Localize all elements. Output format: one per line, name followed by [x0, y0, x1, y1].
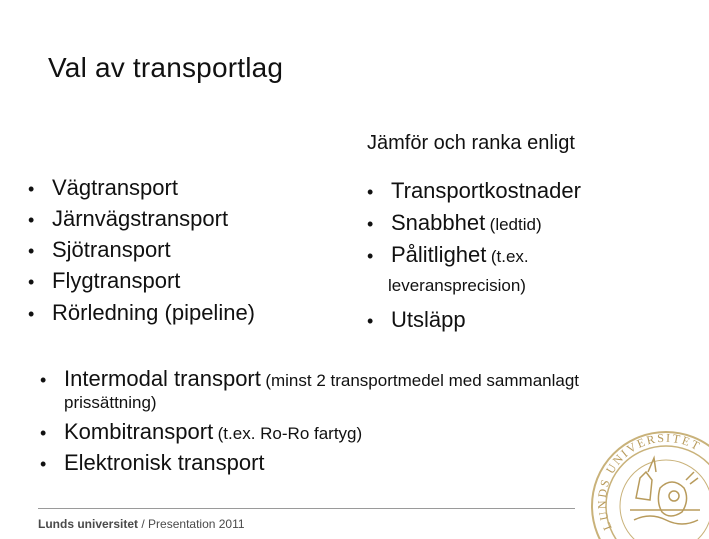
bullet: •	[367, 214, 374, 234]
list-item-note: (minst 2 transportmedel med sammanlagt	[265, 371, 580, 390]
university-seal-icon	[590, 428, 709, 539]
list-item	[28, 175, 178, 201]
bullet: •	[367, 182, 374, 202]
list-item	[40, 366, 579, 392]
list-item	[28, 300, 255, 326]
comparison-heading: Jämför och ranka enligt	[367, 132, 575, 154]
list-item-note-continued: leveransprecision)	[388, 276, 526, 295]
list-item-label: Järnvägstransport	[52, 206, 229, 231]
bullet: •	[367, 246, 374, 266]
list-item	[367, 307, 466, 333]
footer-separator: /	[141, 517, 145, 531]
bullet: •	[40, 454, 47, 474]
footer-presentation: Presentation 2011	[148, 517, 245, 531]
bullet: •	[40, 370, 47, 390]
bullet: •	[28, 241, 35, 261]
list-item	[367, 178, 581, 204]
list-item-label: Utsläpp	[391, 307, 466, 332]
bullet: •	[28, 304, 35, 324]
list-item	[367, 210, 542, 236]
list-item-label: Intermodal transport	[64, 366, 261, 391]
bullet: •	[28, 179, 35, 199]
list-item-label: Pålitlighet	[391, 242, 487, 267]
list-item-note: (t.ex.	[490, 247, 529, 266]
list-item-note: (t.ex. Ro-Ro fartyg)	[217, 424, 363, 443]
seal-text: LUNDS UNIVERSITET	[594, 430, 704, 533]
list-item	[367, 242, 529, 268]
footer-org: Lunds universitet	[38, 517, 139, 531]
list-item-label: Elektronisk transport	[64, 450, 265, 475]
list-item-note-continued: prissättning)	[64, 393, 157, 412]
list-item	[28, 206, 228, 232]
list-item-label: Snabbhet	[391, 210, 486, 235]
bullet: •	[367, 311, 374, 331]
bullet: •	[28, 210, 35, 230]
list-item-label: Sjötransport	[52, 237, 171, 262]
slide-title: Val av transportlag	[48, 52, 284, 83]
footer	[38, 517, 245, 531]
list-item-label: Rörledning (pipeline)	[52, 300, 256, 325]
list-item-label: Vägtransport	[52, 175, 178, 200]
list-item-label: Transportkostnader	[391, 178, 581, 203]
list-item	[40, 419, 362, 445]
list-item	[40, 450, 265, 476]
list-item-label: Flygtransport	[52, 268, 181, 293]
list-item	[28, 268, 180, 294]
bullet: •	[28, 272, 35, 292]
list-item-note: (ledtid)	[489, 215, 542, 234]
list-item	[28, 237, 171, 263]
list-item-label: Kombitransport	[64, 419, 214, 444]
bullet: •	[40, 423, 47, 443]
footer-divider	[38, 508, 575, 509]
